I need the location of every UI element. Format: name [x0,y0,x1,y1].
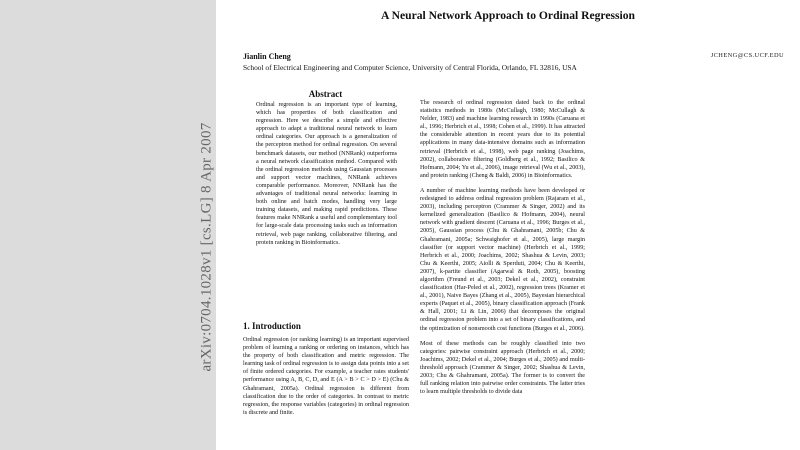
author-affiliation: School of Electrical Engineering and Computer Science, University of Central Florida, Orlando, FL 32816, USA [243,63,577,72]
paper-title: A Neural Network Approach to Ordinal Regression [381,9,635,22]
section-heading-introduction: 1. Introduction [243,321,301,331]
arxiv-stamp: arXiv:0704.1028v1 [cs.LG] 8 Apr 2007 [198,122,215,372]
right-column-paragraph-1: The research of ordinal regression dated back to the ordinal statistics methods in 1980s (McCullagh, 1980; McCullagh & Nelder, 1983) and machine learning research in 1990s (Caruana et al., 1996; Herbrich et al., 1998; Cohen et al., 1999). It has attracted the considerable attention in recent years due to its potential applications in many data-intensive domains such as information retrieval (Herbrich et al., 1998), web page ranking (Joachims, 2002), collaborative filtering (Goldberg et al., 1992; Basilico & Hofmann, 2004; Yu et al., 2006), image retrieval (Wu et al., 2003), and protein ranking (Cheng & Baldi, 2006) in Bioinformatics. [420,100,585,179]
paper-page [216,0,800,450]
right-column-paragraph-3: Most of these methods can be roughly classified into two categories: pairwise constraint approach (Herbrich et al., 2000; Joachims, 2002; Dekel et al., 2004; Burges et al., 2005) and multi-threshold approach (Crammer & Singer, 2002; Shashua & Levin, 2003; Chu & Ghahramani, 2005a). The former is to convert the full ranking relation into pairwise order constraints. The latter tries to learn multiple thresholds to divide data [420,340,585,396]
right-column-paragraph-2: A number of machine learning methods have been developed or redesigned to address ordinal regression problem (Rajaram et al., 2003), including perceptron (Crammer & Singer, 2002) and its kernelized generalization (Basilico & Hofmann, 2004), neural network with gradient descent (Caruana et al., 1996; Burges et al., 2005), Gaussian process (Chu & Ghahramani, 2005b; Chu & Ghahramani, 2005a; Schwaighofer et al., 2005), large margin classifier (or support vector machine) (Herbrich et al., 1999; Herbrich et al., 2000; Joachims, 2002; Shashua & Levin, 2003; Chu & Keerthi, 2005; Aiolli & Sperduti, 2004; Chu & Keerthi, 2007), k-partite classifier (Agarwal & Roth, 2005), boosting algorithm (Freund et al., 2003; Dekel et al., 2002), constraint classification (Har-Peled et al., 2002), regression trees (Kramer et al., 2001), Naive Bayes (Zhang et al., 2005), Bayesian hierarchical experts (Paquet et al., 2005), binary classification approach (Frank & Hall, 2001; Li & Lin, 2006) that decomposes the original ordinal regression problem into a set of binary classifications, and the optimization of nonsmooth cost functions (Burges et al., 2006). [420,187,585,332]
page-margin-background [0,0,216,450]
abstract-heading: Abstract [308,89,343,99]
author-name: Jianlin Cheng [243,52,291,61]
right-column [420,99,585,403]
introduction-text: Ordinal regression (or ranking learning) is an important supervised problem of learning a ranking or ordering on instances, which has the property of both classification and metric regression. The learning task of ordinal regression is to assign data points into a set of finite ordered categories. For example, a teacher rates students' performance using A, B, C, D, and E (A > B > C > D > E) (Chu & Ghahramani, 2005a). Ordinal regression is different from classification due to the order of categories. In contrast to metric regression, the response variables (categories) in ordinal regression is discrete and finite. [243,337,409,416]
abstract-text: Ordinal regression is an important type of learning, which has properties of both classification and regression. Here we describe a simple and effective approach to adapt a traditional neural network to learn ordinal categories. Our approach is a generalization of the perceptron method for ordinal regression. On several benchmark datasets, our method (NNRank) outperforms a neural network classification method. Compared with the ordinal regression methods using Gaussian processes and support vector machines, NNRank achieves comparable performance. Moreover, NNRank has the advantages of traditional neural networks: learning in both online and batch modes, handling very large training datasets, and making rapid predictions. These features make NNRank a useful and complementary tool for large-scale data processing tasks such as information retrieval, web page ranking, collaborative filtering, and protein ranking in Bioinformatics. [256,102,397,246]
author-email: JCHENG@CS.UCF.EDU [710,52,784,59]
